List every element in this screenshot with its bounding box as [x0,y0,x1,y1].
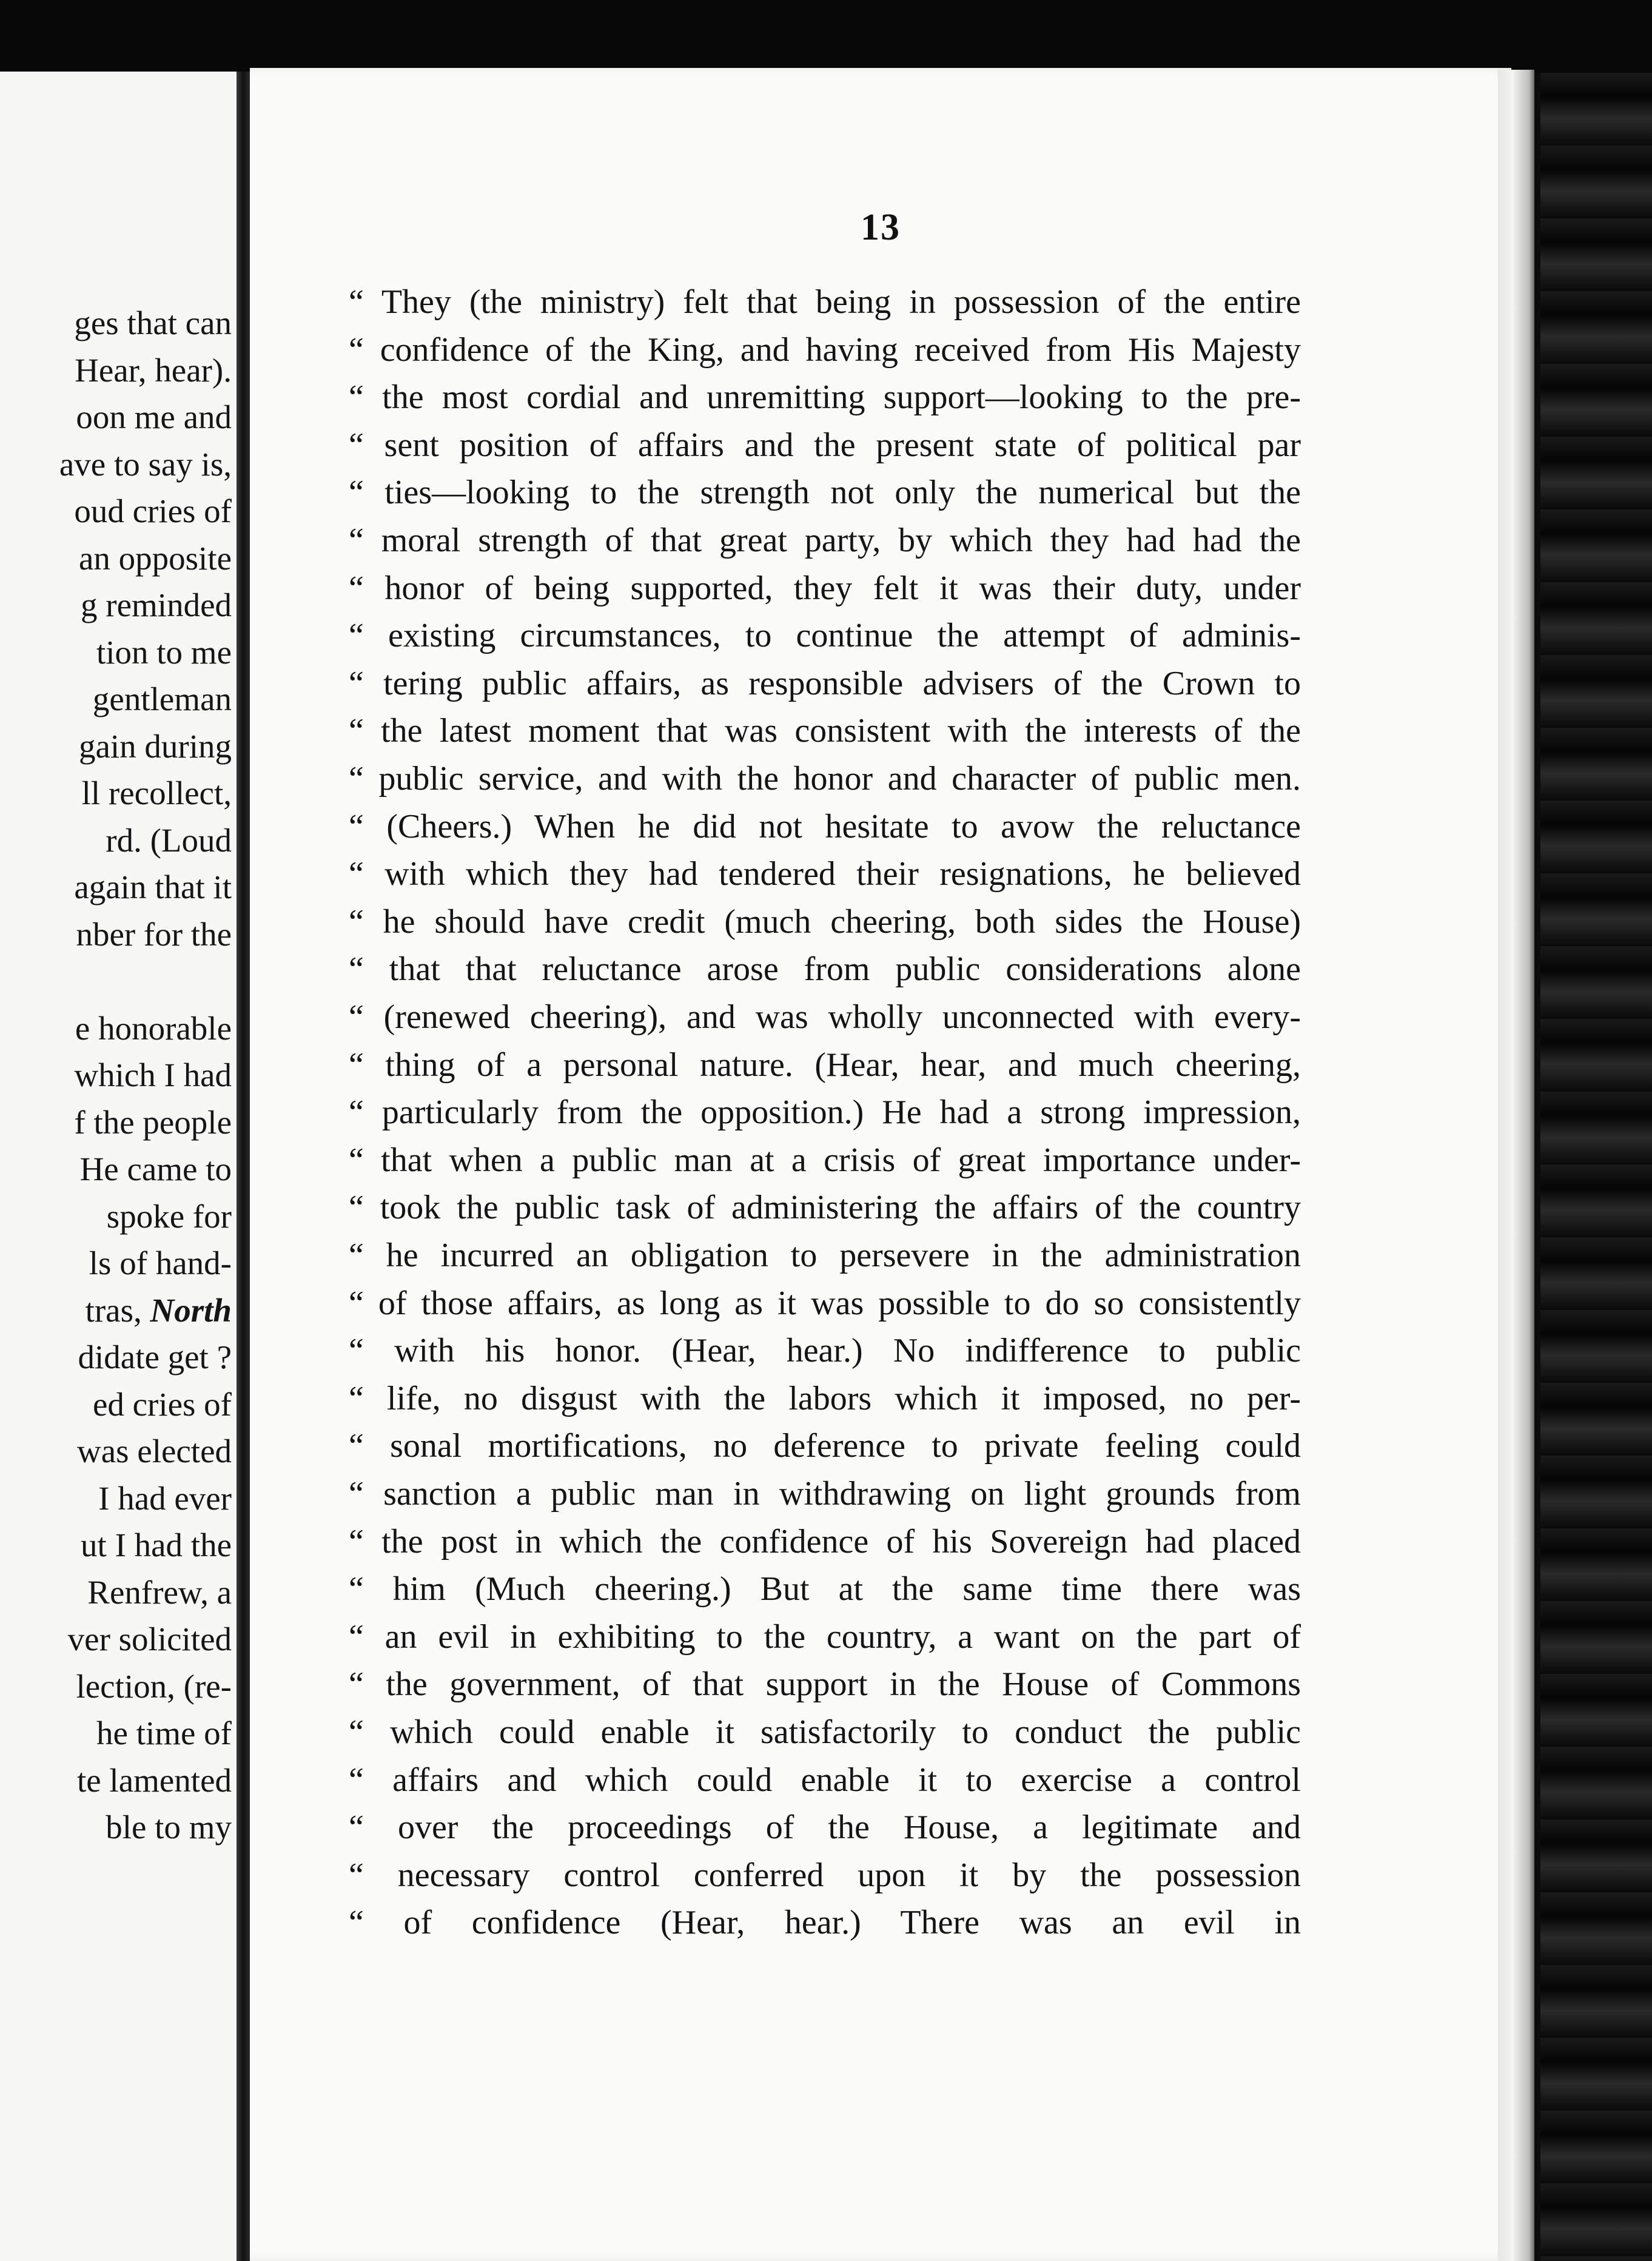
text-line: “ him (Much cheering.) But at the same time there was [349,1570,1301,1608]
left-page-line: which I had [74,1057,232,1094]
left-page-line: rd. (Loud [106,821,232,859]
left-page-line: oud cries of [74,492,232,529]
left-page-line: was elected [77,1433,232,1470]
book-gutter [237,72,250,2261]
left-page-line: gentleman [92,680,232,717]
text-line: “ particularly from the opposition.) He had a strong impression, [349,1094,1301,1132]
left-page-line: I had ever [98,1479,232,1517]
text-line: “ tering public affairs, as responsible advisers of the Crown to [349,664,1301,702]
left-page-line: tion to me [96,633,232,671]
text-line: “ that when a public man at a crisis of great importance under- [349,1141,1301,1179]
scanner-background-right [1540,73,1652,2261]
text-line: “ moral strength of that great party, by which they had had the [349,522,1301,559]
text-line: “ he incurred an obligation to persevere in the administration [349,1237,1301,1274]
left-page-line: an opposite [78,539,232,577]
left-page-line: Hear, hear). [75,351,232,389]
left-page-fragment [0,72,237,2261]
left-page-line: he time of [96,1715,232,1752]
left-page-line: ll recollect, [81,774,232,811]
text-line: “ (Cheers.) When he did not hesitate to avow the reluctance [349,807,1301,845]
left-page-line: nber for the [76,915,232,953]
left-page-line: f the people [74,1103,232,1141]
text-line: “ which could enable it satisfactorily to conduct the public [349,1713,1301,1751]
left-page-line: ave to say is, [59,445,232,483]
text-line: “ existing circumstances, to continue the attempt of adminis- [349,617,1301,655]
text-line: “ with which they had tendered their resignations, he believed [349,855,1301,893]
text-line: “ necessary control conferred upon it by the possession [349,1856,1301,1894]
left-page-line: ed cries of [92,1385,232,1423]
left-page-line: ut I had the [81,1527,232,1564]
left-page-line: again that it [74,868,232,905]
text-line: “ public service, and with the honor and character of public men. [349,760,1301,798]
text-line: “ (renewed cheering), and was wholly unconnected with every- [349,998,1301,1036]
text-line: “ thing of a personal nature. (Hear, hear, and much cheering, [349,1046,1301,1084]
text-line: “ sonal mortifications, no deference to private feeling could [349,1427,1301,1465]
text-line: “ an evil in exhibiting to the country, a want on the part of [349,1618,1301,1656]
left-page-line: spoke for [106,1197,232,1235]
text-line: “ confidence of the King, and having received from His Majesty [349,331,1301,369]
left-page-line: oon me and [76,398,232,435]
page-edge [1498,70,1534,2261]
left-page-line: ls of hand- [89,1245,232,1282]
left-page-line: lection, (re- [76,1667,232,1705]
text-line: “ the post in which the confidence of his Sovereign had placed [349,1522,1301,1561]
left-page-line: g reminded [81,586,232,623]
text-line: “ honor of being supported, they felt it was their duty, under [349,569,1301,607]
text-line: “ the government, of that support in the House of Commons [349,1665,1301,1704]
left-page-line: te lamented [76,1761,232,1799]
text-line: “ sanction a public man in withdrawing on light grounds from [349,1475,1301,1513]
page-number: 13 [861,207,901,248]
left-page-line: ble to my [106,1809,232,1846]
text-line: “ They (the ministry) felt that being in possession of the entire [349,283,1301,321]
left-page-line: ges that can [74,304,232,341]
text-line: “ of confidence (Hear, hear.) There was an evil in [349,1904,1301,1942]
text-line: “ with his honor. (Hear, hear.) No indifference to public [349,1332,1301,1370]
text-line: “ over the proceedings of the House, a legitimate and [349,1809,1301,1847]
text-line: “ affairs and which could enable it to exercise a control [349,1761,1301,1799]
left-page-line: tras, North [85,1291,232,1329]
left-page-line: Renfrew, a [87,1573,232,1611]
left-page-line: gain during [78,727,232,765]
left-page-line: He came to [79,1151,232,1188]
text-line: “ the most cordial and unremitting support—looking to the pre- [349,378,1301,417]
text-line: “ he should have credit (much cheering, both sides the House) [349,902,1301,941]
left-page-line: e honorable [75,1009,232,1047]
scanner-background-top [0,0,1652,73]
text-line: “ ties—looking to the strength not only the numerical but the [349,474,1301,512]
left-page-line: ver solicited [67,1621,232,1658]
text-line: “ sent position of affairs and the present state of political par [349,426,1301,464]
left-page-line: didate get ? [78,1339,232,1376]
text-line: “ of those affairs, as long as it was possible to do so consistently [349,1284,1301,1322]
text-line: “ the latest moment that was consistent with the interests of the [349,712,1301,750]
text-line: “ took the public task of administering the affairs of the country [349,1189,1301,1227]
text-line: “ life, no disgust with the labors which it imposed, no per- [349,1379,1301,1417]
text-line: “ that that reluctance arose from public considerations alone [349,950,1301,989]
